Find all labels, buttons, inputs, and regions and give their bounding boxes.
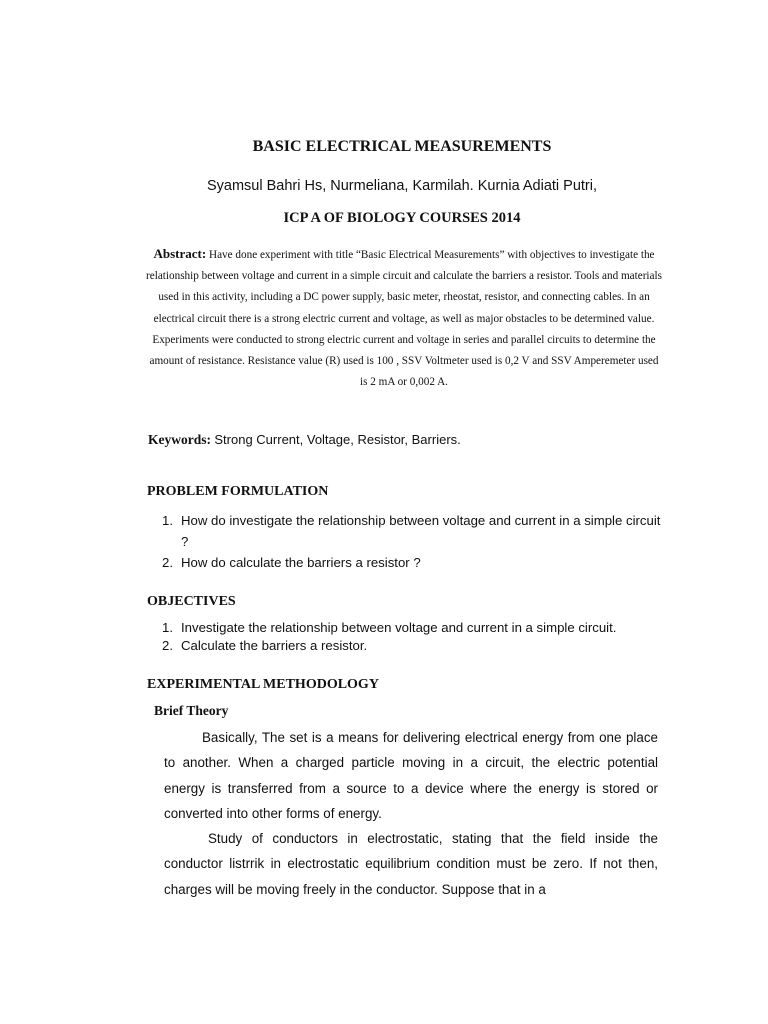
abstract-text: Have done experiment with title “Basic Electrical Measurements” with objectives to investigate the relationship between voltage and current in a simple circuit and calculate the barriers a resistor. Tools and materials used in this activity, including a DC power supply, basic meter, rheostat, resistor, and connecting cables. In an electrical circuit there is a strong electric current and voltage, as well as major obstacles to be determined value. Experiments were conducted to strong electric current and voltage in series and parallel circuits to determine the amount of resistance. Resistance value (R) used is 100 , SSV Voltmeter used is 0,2 V and SSV Amperemeter used is 2 mA or 0,002 A. — [146, 249, 662, 389]
methodology-heading: EXPERIMENTAL METHODOLOGY — [147, 677, 379, 692]
list-item — [162, 510, 662, 552]
abstract-block — [146, 243, 662, 393]
objectives-list — [162, 619, 662, 654]
author-list: Syamsul Bahri Hs, Nurmeliana, Karmilah. Kurnia Adiati Putri, — [206, 178, 598, 194]
body-paragraph: Study of conductors in electrostatic, stating that the field inside the conductor listrrik in electrostatic equilibrium condition must be zero. If not then, charges will be moving freely in the conductor. Suppose that in a — [164, 831, 658, 897]
list-item-number: 1. — [162, 620, 173, 635]
objectives-heading: OBJECTIVES — [147, 594, 236, 609]
paper-title: BASIC ELECTRICAL MEASUREMENTS — [252, 138, 552, 155]
list-item-text: How do investigate the relationship between voltage and current in a simple circuit ? — [181, 513, 661, 549]
list-item — [162, 619, 662, 637]
keywords-line — [148, 432, 668, 448]
keywords-text: Strong Current, Voltage, Resistor, Barriers. — [214, 432, 461, 447]
body-paragraph: Basically, The set is a means for delivering electrical energy from one place to another. When a charged particle moving in a circuit, the electric potential energy is transferred from a source to a device where the energy is stored or converted into other forms of energy. — [164, 730, 658, 821]
problem-formulation-list — [162, 510, 662, 573]
problem-formulation-heading: PROBLEM FORMULATION — [147, 484, 329, 499]
keywords-label: Keywords: — [148, 432, 211, 447]
list-item-text: Calculate the barriers a resistor. — [181, 637, 368, 653]
list-item-number: 1. — [162, 513, 173, 528]
list-item-text: Investigate the relationship between voltage and current in a simple circuit. — [181, 620, 617, 635]
affiliation: ICP A OF BIOLOGY COURSES 2014 — [283, 210, 521, 226]
list-item — [162, 552, 662, 573]
brief-theory-subheading: Brief Theory — [154, 703, 229, 718]
list-item-text: How do calculate the barriers a resistor ? — [181, 555, 421, 570]
abstract-label: Abstract: — [153, 246, 207, 261]
list-item — [162, 637, 662, 655]
list-item-number: 2. — [162, 555, 173, 570]
list-item-number: 2. — [162, 637, 173, 653]
